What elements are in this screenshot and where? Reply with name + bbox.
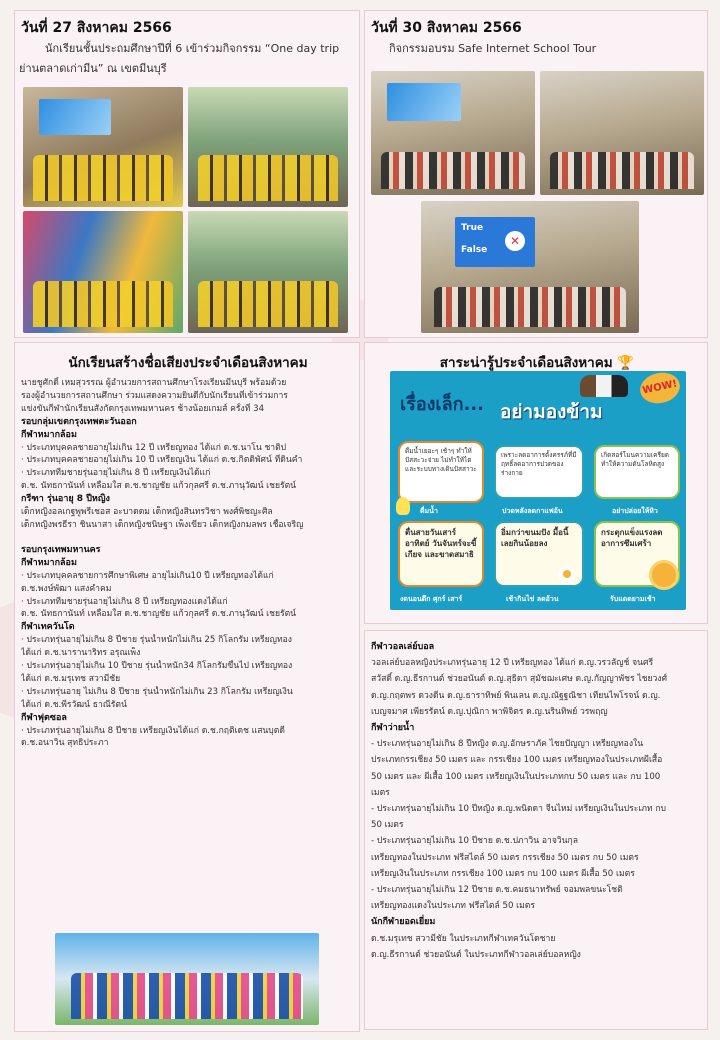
screen-false-label: False bbox=[461, 245, 488, 255]
field-trip-photo-1 bbox=[23, 87, 183, 207]
text-line: ด.ช. นัทธกานันท์ เหลื่อมใส ด.ช.ชาญชัย แก้วกุลศรี ด.ช.ภานุวัฒน์ เชยรัตน์ bbox=[21, 481, 297, 492]
text-line: - ประเภทรุ่นอายุไม่เกิน 12 ปีชาย ด.ช.คมธนาทรัพย์ จอมพลขนะโชติ bbox=[371, 885, 623, 896]
egg-icon bbox=[558, 567, 576, 581]
section-heading: กีฬาฟุตซอล bbox=[21, 712, 67, 723]
poster-heading-1: เรื่องเล็ก... bbox=[400, 394, 485, 415]
text-line: วอลเล่ย์บอลหญิงประเภทรุ่นอายุ 12 ปี เหรียญทอง ได้แก่ ด.ญ.วรวลัญช์ จนศรี bbox=[371, 658, 654, 669]
section-field-trip bbox=[14, 10, 360, 338]
text-line: นายชูศักดิ์ เหมสุวรรณ ผู้อำนวยการสถานศึกษาโรงเรียนมีนบุรี พร้อมด้วย bbox=[21, 378, 287, 388]
poster-caption-water: ดื่มน้ำ bbox=[420, 507, 438, 515]
text-line: ประเภทกรรเชียง 50 เมตร และ กรรเชียง 100 เมตร เหรียญทองในประเภทผีเสื้อ bbox=[371, 755, 663, 766]
text-line: รองผู้อำนวยการสถานศึกษา ร่วมแสดงความยินดีกับนักเรียนที่เข้าร่วมการ bbox=[21, 390, 288, 401]
text-line: · ประเภทรุ่นอายุไม่เกิน 8 ปีชาย รุ่นน้ำหนักไม่เกิน 25 กิโลกรัม เหรียญทอง bbox=[21, 635, 292, 646]
text-line: ด.ญ.กฤตพร ดวงดีน ด.ญ.ธาราทิพย์ พินเลน ด.ญ.ณัฐฐณิชา เทียนไพโรจน์ ด.ญ. bbox=[371, 690, 661, 701]
section-safe-internet bbox=[364, 10, 708, 338]
knowledge-title: สาระน่ารู้ประจำเดือนสิงหาคม 🏆 bbox=[439, 355, 635, 371]
section-heading: กีฬาวอลเล่ย์บอล bbox=[371, 642, 435, 652]
safe-internet-photo-1 bbox=[371, 71, 535, 195]
poster-card-water: ดื่มน้ำเยอะๆ เช้าๆ ทำให้ปัสสะวะจ่าย ไม่ทำให้ไต และระบบทางเดินปัสสาวะ bbox=[398, 441, 484, 503]
safe-internet-date: วันที่ 30 สิงหาคม 2566 bbox=[371, 20, 522, 36]
section-heading: รอบกลุ่มเขตกรุงเทพตะวันออก bbox=[21, 416, 137, 427]
poster-card-hunger: เกิดสอร์โมนความเครียด ทำให้ความดันโลหิตสูง bbox=[594, 445, 680, 499]
text-line: · ประเภทบุคคลชายการศึกษาพิเศษ อายุไม่เกิน10 ปี เหรียญทองได้แก่ bbox=[21, 570, 274, 581]
field-trip-photo-2 bbox=[188, 87, 348, 207]
futsal-team-photo bbox=[55, 933, 319, 1025]
text-line: ด.ช.มรุเทช สวามีชัย ในประเภทกีฬาเทควันโดชาย bbox=[371, 933, 556, 944]
section-heading: กีฬาเทควันโด bbox=[21, 622, 75, 633]
text-line: - ประเภทรุ่นอายุไม่เกิน 10 ปีหญิง ด.ญ.พนิดดา จีนไหม่ เหรียญเงินในประเภท กบ bbox=[371, 804, 666, 815]
achievements-text bbox=[21, 377, 357, 750]
text-line: · ประเภททีมชายรุ่นอายุไม่เกิน 8 ปี เหรียญเงินได้แก่ bbox=[21, 468, 211, 479]
poster-caption-sun: รับแดดยามเช้า bbox=[610, 595, 656, 603]
section-more-sports bbox=[364, 630, 708, 1030]
more-sports-text bbox=[371, 639, 705, 963]
lightbulb-icon bbox=[396, 497, 410, 515]
text-line: สวัสดิ์ ด.ญ.ธีรกานต์ ช่วยอนันต์ ด.ญ.สุธิดา สุมัชฌะเศษ ด.ญ.กัญญาพัชร ไชยวงศ์ bbox=[371, 674, 668, 685]
poster-card-sun: กระตุกแข็งแรงลดอาการซึมเศร้า bbox=[594, 521, 680, 587]
text-line: - ประเภทรุ่นอายุไม่เกิน 10 ปีชาย ด.ช.ปภาวิน อาจวินกุล bbox=[371, 836, 579, 847]
poster-card-egg: อิ่มกว่าขนมปัง มื้อนี้เลยกินน้อยลง bbox=[494, 521, 584, 587]
section-heading: รอบกรุงเทพมหานคร bbox=[21, 544, 101, 555]
text-line: · ประเภททีมชายรุ่นอายุไม่เกิน 8 ปี เหรียญทองแดงได้แก่ bbox=[21, 596, 228, 607]
section-heading: กีฬาว่ายน้ำ bbox=[371, 723, 415, 734]
field-trip-photo-3 bbox=[23, 211, 183, 333]
poster-caption-hunger: อย่าปล่อยให้หิว bbox=[612, 507, 658, 515]
check-icon: ✕ bbox=[505, 231, 525, 251]
screen-true-label: True bbox=[461, 223, 484, 233]
text-line: ด.ญ.ธีรกานต์ ช่วยอนันต์ ในประเภทกีฬาวอลเล่ย์บอลหญิง bbox=[371, 949, 581, 960]
section-heading: นักกีฬายอดเยี่ยม bbox=[371, 917, 436, 928]
achievements-title: นักเรียนสร้างชื่อเสียงประจำเดือนสิงหาคม bbox=[68, 355, 308, 371]
section-heading: กรีฑา รุ่นอายุ 8 ปีหญิง bbox=[21, 494, 110, 505]
text-line: ได้แก่ ด.ช.มรุเทช สวามีชัย bbox=[21, 673, 121, 684]
safe-internet-desc: กิจกรรมอบรม Safe Internet School Tour bbox=[389, 42, 597, 55]
poster-card-sleep: ตื่นสายวันเสาร์ อาทิตย์ วันจันทร์จะขี้เกียจ และขาดสมาธิ bbox=[398, 521, 484, 587]
poster-caption-coffee: ปวดหลังลดกาแฟอ้น bbox=[502, 507, 563, 515]
section-achievements bbox=[14, 342, 360, 1032]
wow-badge: WOW! bbox=[637, 371, 682, 407]
text-line: · ประเภทรุ่นอายุไม่เกิน 8 ปีชาย เหรียญเงินได้แก่ ด.ช.กฤติเดช แสนบุตดี bbox=[21, 725, 285, 736]
text-line: · ประเภทรุ่นอายุ ไม่เกิน 8 ปีชาย รุ่นน้ำหนักไม่เกิน 23 กิโลกรัม เหรียญเงิน bbox=[21, 686, 293, 697]
text-line: - ประเภทรุ่นอายุไม่เกิน 8 ปีหญิง ด.ญ.อักษราภัค ไชยปัญญา เหรียญทองใน bbox=[371, 739, 644, 750]
field-trip-desc-line1: นักเรียนชั้นประถมศึกษาปีที่ 6 เข้าร่วมกิจกรรม “One day trip bbox=[45, 42, 340, 55]
spacer bbox=[21, 532, 357, 544]
text-line: เหรียญทองแดงในประเภท ฟรีสไตล์ 50 เมตร bbox=[371, 901, 535, 912]
text-line: เด็กหญิงพรธีรา ชินนาสา เด็กหญิงชนิษฐา เพ็งเขียว เด็กหญิงกมลพร เชื้อเจริญ bbox=[21, 519, 304, 530]
field-trip-desc-line2: ย่านตลาดเก่ามีน” ณ เขตมีนบุรี bbox=[19, 62, 167, 75]
text-line: 50 เมตร bbox=[371, 820, 404, 831]
text-line: เหรียญทองในประเภท ฟรีสไตล์ 50 เมตร กรรเชียง 50 เมตร กบ 50 เมตร bbox=[371, 852, 639, 863]
poster-caption-sleep: งดนอนดึก ศุกร์ เสาร์ bbox=[400, 595, 463, 603]
poster-header bbox=[390, 371, 686, 433]
field-trip-date: วันที่ 27 สิงหาคม 2566 bbox=[21, 20, 172, 36]
text-line: · ประเภทบุคคลชายอายุไม่เกิน 10 ปี เหรียญเงิน ได้แก่ ด.ช.กิตติพัศน์ ที่ดินคำ bbox=[21, 455, 303, 466]
text-line: เบญจมาศ เพียรรัตน์ ด.ญ.ปุณิกา พาพิจิตร ด.ญ.นรินทิพย์ วรพฤญ bbox=[371, 706, 608, 717]
text-line: 50 เมตร และ ผีเสื้อ 100 เมตร เหรียญเงินในประเภทกบ 50 เมตร และ กบ 100 bbox=[371, 771, 661, 782]
poster-heading-2: อย่ามองข้าม bbox=[500, 401, 603, 423]
text-line: แข่งขันกีฬานักเรียนสังกัดกรุงเทพมหานคร ช้างน้อยเกมส์ ครั้งที่ 34 bbox=[21, 403, 265, 414]
text-line: ได้แก่ ด.ช.พีรวัฒน์ ธาณีรัตน์ bbox=[21, 699, 127, 710]
text-line: ด.ช.พงษ์พัฒา แสงคำคม bbox=[21, 583, 112, 594]
text-line: ด.ช.อนาวิน สุทธิประภา bbox=[21, 738, 109, 749]
field-trip-photo-4 bbox=[188, 211, 348, 333]
text-line: เหรียญเงินในประเภท กรรเชียง 100 เมตร กบ 100 เมตร ผีเสื้อ 50 เมตร bbox=[371, 868, 635, 879]
section-heading: กีฬาหมากล้อม bbox=[21, 557, 77, 568]
text-line: · ประเภทบุคคลชายอายุไม่เกิน 12 ปี เหรียญทอง ได้แก่ ด.ช.นาโน ชาติป bbox=[21, 442, 287, 453]
sun-icon bbox=[652, 563, 676, 587]
section-heading: กีฬาหมากล้อม bbox=[21, 429, 77, 440]
text-line: เมตร bbox=[371, 787, 390, 798]
knowledge-poster bbox=[390, 371, 686, 610]
text-line: เด็กหญิงอลเกฐพูพรีเชอส อะบาดดม เด็กหญิงสินทรวิชา พงศ์พิชญะศิล bbox=[21, 507, 273, 518]
text-line: ด.ช. นัทธกานันท์ เหลื่อมใส ด.ช.ชาญชัย แก้วกุลศรี ด.ช.ภานุวัฒน์ เชยรัตน์ bbox=[21, 609, 297, 620]
bears-icon bbox=[580, 375, 628, 397]
safe-internet-photo-2 bbox=[540, 71, 704, 195]
safe-internet-photo-3 bbox=[421, 201, 639, 333]
poster-card-coffee: เพราะลดอาการตั้งครรภ์ที่มีฤทธิ์ลดอาการปวดของร่างกาย bbox=[494, 445, 584, 499]
text-line: ได้แก่ ด.ช.นารานาริทร อรุณเพ็ง bbox=[21, 648, 141, 659]
poster-caption-egg: เช้ากินไข่ ลดอ้วน bbox=[506, 595, 559, 603]
text-line: · ประเภทรุ่นอายุไม่เกิน 10 ปีชาย รุ่นน้ำหนัก34 กิโลกรัมขึ้นไป เหรียญทอง bbox=[21, 661, 293, 672]
